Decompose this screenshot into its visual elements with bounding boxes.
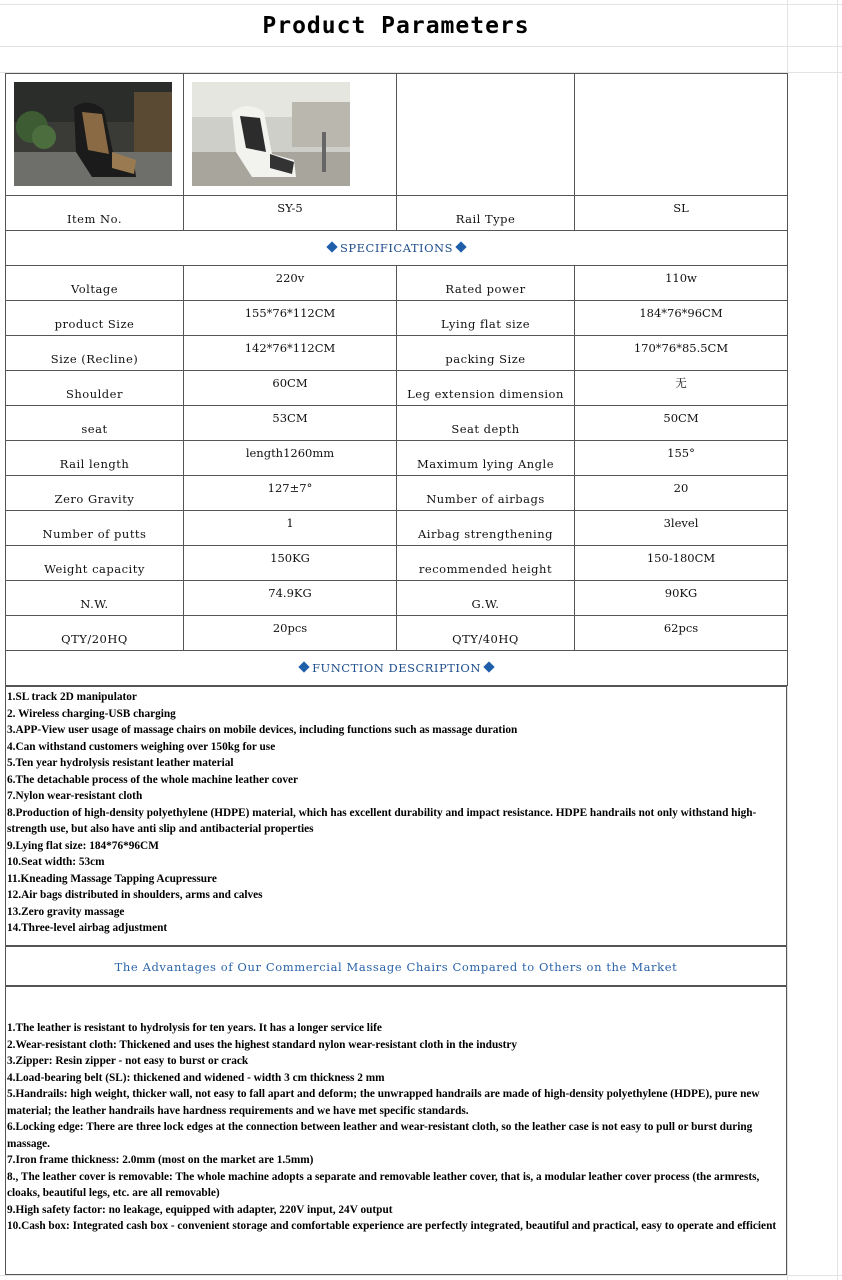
- spec-value: 90KG: [575, 581, 788, 616]
- function-item: 10.Seat width: 53cm: [7, 856, 105, 868]
- spec-row: [6, 371, 788, 406]
- spec-label: Airbag strengthening: [397, 511, 575, 546]
- grid-line: [0, 1275, 842, 1276]
- advantage-item: 5.Handrails: high weight, thicker wall, not easy to fall apart and deform; the unwrapped handrails are made of high-density polyethylene (HDPE), pure new material; the leather handrails have hardness requirements and we have met specific standards.: [7, 1088, 760, 1117]
- function-item: 12.Air bags distributed in shoulders, arms and calves: [7, 889, 263, 901]
- spec-label: Number of putts: [6, 511, 184, 546]
- spec-value: 53CM: [184, 406, 397, 441]
- spec-row: [6, 336, 788, 371]
- function-item: 13.Zero gravity massage: [7, 905, 125, 918]
- advantage-item: 6.Locking edge: There are three lock edges at the connection between leather and wear-resistant cloth, so the leather case is not easy to pull or burst during massage.: [7, 1121, 753, 1150]
- spec-value: 184*76*96CM: [575, 301, 788, 336]
- function-item: 2. Wireless charging-USB charging: [7, 707, 176, 720]
- parameters-table: [5, 73, 788, 686]
- spec-value: 60CM: [184, 371, 397, 406]
- spec-row: [6, 546, 788, 581]
- spec-value: 3level: [575, 511, 788, 546]
- spec-value: 50CM: [575, 406, 788, 441]
- advantages-list: [5, 1016, 781, 1239]
- diamond-icon: [455, 241, 466, 252]
- function-heading: FUNCTION DESCRIPTION: [6, 651, 788, 686]
- rail-type-label: Rail Type: [397, 196, 575, 231]
- spec-label: Rated power: [397, 266, 575, 301]
- spec-label: Maximum lying Angle: [397, 441, 575, 476]
- spec-row: [6, 406, 788, 441]
- product-photo-cell: [184, 74, 397, 196]
- spec-value: 155*76*112CM: [184, 301, 397, 336]
- spec-label: Rail length: [6, 441, 184, 476]
- item-no-label: Item No.: [6, 196, 184, 231]
- spec-label: Number of airbags: [397, 476, 575, 511]
- advantage-item: 2.Wear-resistant cloth: Thickened and uses the highest standard nylon wear-resistant cloth in the industry: [7, 1038, 518, 1051]
- function-item: 4.Can withstand customers weighing over 150kg for use: [7, 740, 276, 753]
- spec-label: Weight capacity: [6, 546, 184, 581]
- spec-value: 142*76*112CM: [184, 336, 397, 371]
- advantage-item: 4.Load-bearing belt (SL): thickened and widened - width 3 cm thickness 2 mm: [7, 1071, 385, 1084]
- spec-label: Shoulder: [6, 371, 184, 406]
- rail-type-value: SL: [575, 196, 788, 231]
- spec-label: packing Size: [397, 336, 575, 371]
- spec-label: Seat depth: [397, 406, 575, 441]
- advantage-item: 10.Cash box: Integrated cash box - convenient storage and comfortable experience are perfectly integrated, beautiful and practical, easy to operate and efficient: [7, 1220, 777, 1232]
- spec-rows: [6, 266, 788, 651]
- spec-value: 74.9KG: [184, 581, 397, 616]
- spec-label: QTY/40HQ: [397, 616, 575, 651]
- spec-value: 150KG: [184, 546, 397, 581]
- function-list: [5, 685, 781, 941]
- advantage-item: 3.Zipper: Resin zipper - not easy to burst or crack: [7, 1055, 249, 1067]
- advantage-item: 8., The leather cover is removable: The whole machine adopts a separate and removable leather cover, that is, a modular leather cover process (the armrests, cloaks, beautiful legs, etc. are all removable): [7, 1170, 760, 1199]
- item-no-value: SY-5: [184, 196, 397, 231]
- grid-line: [0, 46, 842, 47]
- spec-label: seat: [6, 406, 184, 441]
- diamond-icon: [326, 241, 337, 252]
- spec-value: 20pcs: [184, 616, 397, 651]
- product-photo-bright-room: [192, 82, 350, 186]
- spec-row: [6, 616, 788, 651]
- spec-value: 20: [575, 476, 788, 511]
- spec-label: recommended height: [397, 546, 575, 581]
- spec-value: 62pcs: [575, 616, 788, 651]
- function-item: 5.Ten year hydrolysis resistant leather material: [7, 757, 234, 769]
- function-item: 1.SL track 2D manipulator: [7, 691, 137, 703]
- function-item: 3.APP-View user usage of massage chairs on mobile devices, including functions such as massage duration: [7, 724, 518, 736]
- spec-label: Leg extension dimension: [397, 371, 575, 406]
- function-item: 14.Three-level airbag adjustment: [7, 922, 168, 934]
- product-photo-cell: [6, 74, 184, 196]
- specifications-heading: SPECIFICATIONS: [6, 231, 788, 266]
- spec-value: 110w: [575, 266, 788, 301]
- spec-row: [6, 266, 788, 301]
- spec-label: G.W.: [397, 581, 575, 616]
- spec-row: [6, 581, 788, 616]
- spec-label: QTY/20HQ: [6, 616, 184, 651]
- spec-value: 1: [184, 511, 397, 546]
- advantage-item: 1.The leather is resistant to hydrolysis for ten years. It has a longer service life: [7, 1022, 382, 1034]
- spec-value: 170*76*85.5CM: [575, 336, 788, 371]
- spec-label: Size (Recline): [6, 336, 184, 371]
- function-item: 6.The detachable process of the whole machine leather cover: [7, 773, 299, 786]
- spec-value: 127±7°: [184, 476, 397, 511]
- spec-value: 150-180CM: [575, 546, 788, 581]
- function-item: 8.Production of high-density polyethylene (HDPE) material, which has excellent durability and impact resistance. HDPE handrails not only withstand high-strength use, but also have anti slip and antibacterial properties: [7, 806, 757, 835]
- spec-value: 无: [575, 371, 788, 406]
- spec-label: Voltage: [6, 266, 184, 301]
- spec-row: [6, 441, 788, 476]
- spec-value: 155°: [575, 441, 788, 476]
- spec-row: [6, 476, 788, 511]
- advantage-item: 9.High safety factor: no leakage, equipped with adapter, 220V input, 24V output: [7, 1203, 393, 1216]
- product-photo-dark-room: [14, 82, 172, 186]
- spec-value: 220v: [184, 266, 397, 301]
- function-item: 11.Kneading Massage Tapping Acupressure: [7, 872, 217, 885]
- empty-photo-cell: [575, 74, 788, 196]
- page-title: Product Parameters: [262, 13, 530, 39]
- function-item: 7.Nylon wear-resistant cloth: [7, 790, 143, 802]
- spec-value: length1260mm: [184, 441, 397, 476]
- spec-row: [6, 511, 788, 546]
- advantages-heading: The Advantages of Our Commercial Massage Chairs Compared to Others on the Market: [114, 960, 678, 974]
- diamond-icon: [483, 661, 494, 672]
- diamond-icon: [298, 661, 309, 672]
- advantage-item: 7.Iron frame thickness: 2.0mm (most on the market are 1.5mm): [7, 1154, 314, 1166]
- spec-label: product Size: [6, 301, 184, 336]
- empty-photo-cell: [397, 74, 575, 196]
- function-item: 9.Lying flat size: 184*76*96CM: [7, 839, 159, 852]
- spec-label: N.W.: [6, 581, 184, 616]
- spec-label: Lying flat size: [397, 301, 575, 336]
- spec-row: [6, 301, 788, 336]
- grid-line: [837, 0, 838, 1280]
- spec-label: Zero Gravity: [6, 476, 184, 511]
